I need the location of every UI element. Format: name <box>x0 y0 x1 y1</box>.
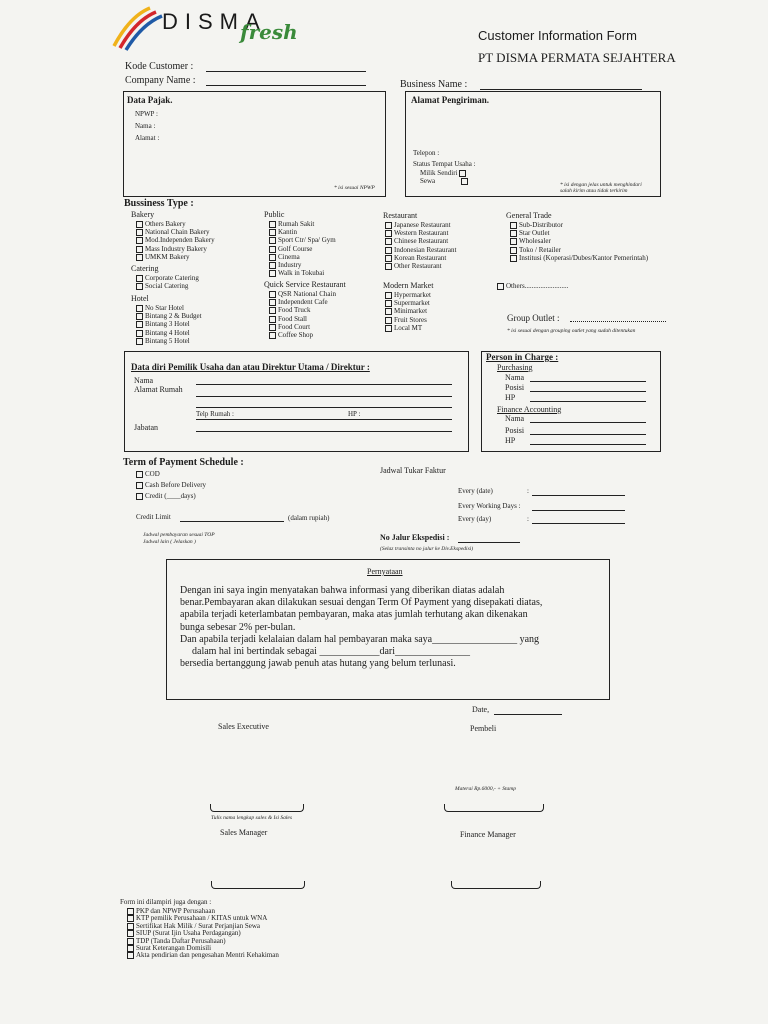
checkbox-option[interactable] <box>269 269 336 277</box>
cod-label: COD <box>145 470 160 478</box>
option-label: Hypermarket <box>394 291 431 299</box>
checkbox[interactable] <box>127 952 134 959</box>
qsr-heading: Quick Service Restaurant <box>264 280 346 289</box>
option-label: Industry <box>278 261 302 270</box>
checkbox-option[interactable] <box>385 324 431 332</box>
option-label: Mass Industry Bakery <box>145 244 207 253</box>
option-label: KTP pemilik Perusahaan / KITAS untuk WNA <box>136 914 268 923</box>
checkbox[interactable] <box>127 930 134 937</box>
credit-limit-field[interactable] <box>180 521 284 522</box>
option-label: Food Court <box>278 322 311 331</box>
group-outlet-label: Group Outlet : <box>507 313 560 323</box>
option-label: Corporate Catering <box>145 274 199 282</box>
option-label: Other Restaurant <box>394 262 442 271</box>
checkbox-option[interactable] <box>269 253 336 261</box>
checkbox-option[interactable] <box>385 262 456 270</box>
checkbox[interactable] <box>136 254 143 261</box>
owner-jabatan-label: Jabatan <box>134 423 158 432</box>
option-label: Akta pendirian dan pengesahan Mentri Kehakiman <box>136 951 279 960</box>
ekspedisi-field[interactable] <box>458 542 520 543</box>
checkbox[interactable] <box>127 938 134 945</box>
date-field[interactable] <box>494 714 562 715</box>
finance-hp-label: HP <box>505 436 516 445</box>
checkbox-option[interactable] <box>269 315 336 323</box>
owner-telp-label: Telp Rumah : <box>196 410 235 418</box>
checkbox[interactable] <box>127 908 134 915</box>
checkbox-option[interactable] <box>510 237 648 245</box>
checkbox-option[interactable] <box>510 229 648 237</box>
checkbox[interactable] <box>385 255 392 262</box>
general-trade-list <box>510 221 648 262</box>
pernyataan-line: apabila terjadi keterlambatan pembayaran, maka atas jumlah terhutang akan dikenakan <box>180 609 528 621</box>
cod-option[interactable] <box>136 470 160 478</box>
purchasing-posisi-label: Posisi <box>505 383 525 392</box>
option-label: PKP dan NPWP Perusahaan <box>136 907 216 916</box>
checkbox[interactable] <box>127 945 134 952</box>
every-working-label: Every Working Days : <box>458 502 521 510</box>
kode-customer-field[interactable] <box>206 71 366 72</box>
restaurant-list <box>385 221 456 270</box>
tulis-nama-note: Tulis nama lengkap sales & Isi Sales <box>211 815 292 821</box>
modern-market-heading: Modern Market <box>383 281 434 290</box>
kode-customer-label: Kode Customer : <box>125 61 194 72</box>
pajak-note: * isi sesuai NPWP <box>334 185 375 191</box>
payment-title: Term of Payment Schedule : <box>123 457 244 468</box>
checkbox[interactable] <box>136 321 143 328</box>
attachments-title: Form ini dilampiri juga dengan : <box>120 898 212 906</box>
owner-jabatan-field[interactable] <box>196 431 452 432</box>
catering-list <box>136 274 199 290</box>
owner-hp-label: HP : <box>348 410 361 418</box>
every-working-field[interactable] <box>532 510 625 511</box>
checkbox[interactable] <box>510 247 517 254</box>
status-usaha-label: Status Tempat Usaha : <box>413 160 476 168</box>
pembeli-signature[interactable] <box>444 804 544 812</box>
checkbox-option[interactable] <box>510 246 648 254</box>
option-label: Wholesaler <box>519 237 551 246</box>
checkbox-option[interactable] <box>136 329 202 337</box>
checkbox-option[interactable] <box>269 220 336 228</box>
checkbox[interactable] <box>510 255 517 262</box>
checkbox[interactable] <box>510 222 517 229</box>
checkbox-option[interactable] <box>510 221 648 229</box>
cbd-label: Cash Before Delivery <box>145 481 207 489</box>
checkbox-option[interactable] <box>136 312 202 320</box>
every-day-label: Every (day) <box>458 515 492 523</box>
pernyataan-line: bunga sebesar 2% per-bulan. <box>180 621 296 633</box>
option-label: Institusi (Koperasi/Dubes/Kantor Pemerintah) <box>519 253 649 262</box>
checkbox-option[interactable] <box>385 316 431 324</box>
checkbox[interactable] <box>269 229 276 236</box>
payment-notes <box>143 532 215 546</box>
checkbox-option[interactable] <box>510 254 648 262</box>
option-label: Sertifikat Hak Milik / Surat Perjanjian Sewa <box>136 921 261 930</box>
public-heading: Public <box>264 210 285 219</box>
checkbox[interactable] <box>385 222 392 229</box>
every-date-field[interactable] <box>532 495 625 496</box>
owner-nama-field[interactable] <box>196 384 452 385</box>
credit-label: Credit (____days) <box>145 492 196 500</box>
checkbox-option[interactable] <box>136 245 215 253</box>
option-label: Sub-Distributor <box>519 221 563 229</box>
checkbox-option[interactable] <box>385 246 456 254</box>
checkbox-option[interactable] <box>136 282 199 290</box>
owner-telp-field[interactable] <box>196 419 452 420</box>
option-label: Social Catering <box>145 282 189 291</box>
option-label: Others Bakery <box>145 220 186 228</box>
logo-disma-text: DISMA <box>162 9 267 34</box>
checkbox[interactable] <box>136 338 143 345</box>
hotel-heading: Hotel <box>131 294 149 303</box>
pernyataan-text <box>180 585 542 670</box>
checkbox-option[interactable] <box>269 306 336 314</box>
sales-exec-signature[interactable] <box>210 804 304 812</box>
checkbox[interactable] <box>269 246 276 253</box>
checkbox-option[interactable] <box>385 307 431 315</box>
form-title: Customer Information Form <box>478 28 637 43</box>
every-date-colon: : <box>527 487 529 495</box>
option-label: Bintang 2 & Budget <box>145 312 202 321</box>
checkbox[interactable] <box>136 305 143 312</box>
option-label: Food Truck <box>278 306 311 315</box>
date-label: Date, <box>472 705 490 714</box>
checkbox-option[interactable] <box>136 228 215 236</box>
pengiriman-note-1: * isi dengan jelas untuk menghindari <box>560 182 642 188</box>
checkbox[interactable] <box>136 221 143 228</box>
sewa-label: Sewa <box>420 177 436 185</box>
owner-alamat-label: Alamat Rumah <box>134 385 183 394</box>
checkbox-option[interactable] <box>385 254 456 262</box>
checkbox[interactable] <box>385 238 392 245</box>
pajak-alamat-label: Alamat : <box>135 134 160 142</box>
bakery-list <box>136 220 215 261</box>
checkbox[interactable] <box>385 317 392 324</box>
checkbox[interactable] <box>269 291 276 298</box>
bakery-heading: Bakery <box>131 210 155 219</box>
credit-option[interactable] <box>136 492 196 500</box>
checkbox[interactable] <box>269 316 276 323</box>
others-option[interactable] <box>497 282 568 290</box>
checkbox-option[interactable] <box>385 229 456 237</box>
sales-manager-label: Sales Manager <box>220 828 268 837</box>
checkbox-option[interactable] <box>136 337 202 345</box>
credit-checkbox[interactable] <box>136 493 143 500</box>
checkbox[interactable] <box>269 221 276 228</box>
checkbox[interactable] <box>510 230 517 237</box>
option-label: Chinese Restaurant <box>394 237 449 246</box>
checkbox[interactable] <box>136 313 143 320</box>
cbd-option[interactable] <box>136 481 206 489</box>
company-name-field[interactable] <box>206 85 366 86</box>
option-label: Rumah Sakit <box>278 220 315 228</box>
option-label: Japanese Restaurant <box>394 221 451 229</box>
telepon-label: Telepon : <box>413 149 440 157</box>
checkbox[interactable] <box>510 238 517 245</box>
option-label: Toko / Retailer <box>519 245 561 254</box>
checkbox-option[interactable] <box>269 290 336 298</box>
company-name-label: Company Name : <box>125 75 196 86</box>
checkbox-option[interactable] <box>136 320 202 328</box>
option-label: Surat Keterangan Domisili <box>136 944 212 953</box>
option-label: Bintang 3 Hotel <box>145 320 190 329</box>
finance-nama-field[interactable] <box>530 422 646 423</box>
checkbox[interactable] <box>127 915 134 922</box>
finance-posisi-field[interactable] <box>530 434 646 435</box>
general-trade-heading: General Trade <box>506 211 552 220</box>
sewa-option[interactable] <box>420 177 470 185</box>
purchasing-hp-field[interactable] <box>530 401 646 402</box>
purchasing-nama-label: Nama <box>505 373 525 382</box>
option-label: Independent Cafe <box>278 298 328 307</box>
sales-manager-signature[interactable] <box>211 881 305 889</box>
milik-sendiri-label: Milik Sendiri <box>420 169 458 177</box>
option-label: Walk in Tokubai <box>278 269 325 278</box>
pernyataan-line: Dengan ini saya ingin menyatakan bahwa informasi yang diberikan diatas adalah <box>180 585 505 596</box>
finance-manager-label: Finance Manager <box>460 830 516 839</box>
purchasing-heading: Purchasing <box>497 363 533 372</box>
option-label: Coffee Shop <box>278 331 314 340</box>
milik-sendiri-option[interactable] <box>420 169 468 177</box>
option-label: Western Restaurant <box>394 229 449 238</box>
checkbox[interactable] <box>269 254 276 261</box>
checkbox[interactable] <box>385 247 392 254</box>
checkbox-option[interactable] <box>269 228 336 236</box>
data-pajak-title: Data Pajak. <box>127 95 173 105</box>
finance-nama-label: Nama <box>505 414 525 423</box>
checkbox[interactable] <box>269 332 276 339</box>
option-label: Star Outlet <box>519 229 550 238</box>
checkbox-option[interactable] <box>127 952 279 959</box>
finance-hp-field[interactable] <box>530 444 646 445</box>
every-day-colon: : <box>527 515 529 523</box>
checkbox[interactable] <box>269 237 276 244</box>
others-checkbox[interactable] <box>497 283 504 290</box>
finance-manager-signature[interactable] <box>451 881 541 889</box>
pernyataan-line: benar.Pembayaran akan dilakukan sesuai dengan Term Of Payment yang disepakati diatas, <box>180 597 543 609</box>
checkbox[interactable] <box>136 246 143 253</box>
logo-swoosh-icon <box>110 6 170 52</box>
pernyataan-title: Pernyataan <box>367 567 403 576</box>
owner-alamat-field[interactable] <box>196 396 452 397</box>
cbd-checkbox[interactable] <box>136 482 143 489</box>
checkbox[interactable] <box>136 283 143 290</box>
public-list <box>269 220 336 277</box>
option-label: Bintang 5 Hotel <box>145 336 190 345</box>
option-label: Cinema <box>278 252 300 261</box>
option-label: Bintang 4 Hotel <box>145 328 190 337</box>
checkbox-option[interactable] <box>136 274 199 282</box>
checkbox-option[interactable] <box>385 221 456 229</box>
business-type-title: Bussiness Type : <box>124 198 194 209</box>
option-label: Korean Restaurant <box>394 253 447 262</box>
owner-data-title: Data diri Pemilik Usaha dan atau Direktur Utama / Direktur : <box>131 362 370 372</box>
checkbox-option[interactable] <box>385 237 456 245</box>
checkbox[interactable] <box>269 270 276 277</box>
others-label: Others......................... <box>506 282 569 290</box>
option-label: Mod.Independen Bakery <box>145 236 215 245</box>
payment-note-1: Jadwal pembayaran sesuai TOP <box>143 532 215 538</box>
option-label: Local MT <box>394 323 423 332</box>
checkbox-option[interactable] <box>136 253 215 261</box>
cod-checkbox[interactable] <box>136 471 143 478</box>
materai-note: Materai Rp.6000,- + Stamp <box>455 786 516 792</box>
checkbox-option[interactable] <box>269 298 336 306</box>
checkbox-option[interactable] <box>136 304 202 312</box>
option-label: Golf Course <box>278 244 313 253</box>
attachments-list <box>127 908 279 960</box>
catering-heading: Catering <box>131 264 159 273</box>
option-label: Food Stall <box>278 314 307 323</box>
dalam-rupiah-label: (dalam rupiah) <box>288 514 330 522</box>
group-outlet-field[interactable] <box>570 321 666 322</box>
pengiriman-note <box>560 182 642 194</box>
option-label: Supermarket <box>394 299 430 308</box>
milik-sendiri-checkbox[interactable] <box>459 170 466 177</box>
ekspedisi-note: (Selaz transinta no jalur ke Div.Ekspedisi) <box>380 546 474 552</box>
option-label: Sport Ctr/ Spa/ Gym <box>278 236 336 245</box>
ekspedisi-label: No Jalur Ekspedisi : <box>380 533 450 542</box>
option-label: No Star Hotel <box>145 304 184 312</box>
business-name-field[interactable] <box>480 89 642 90</box>
option-label: Kantin <box>278 228 298 237</box>
checkbox-option[interactable] <box>269 331 336 339</box>
option-label: Minimarket <box>394 307 428 316</box>
every-date-label: Every (date) <box>458 487 493 495</box>
hotel-list <box>136 304 202 345</box>
purchasing-posisi-field[interactable] <box>530 391 646 392</box>
finance-posisi-label: Posisi <box>505 426 525 435</box>
modern-market-list <box>385 291 431 332</box>
restaurant-heading: Restaurant <box>383 211 418 220</box>
checkbox[interactable] <box>385 292 392 299</box>
checkbox[interactable] <box>385 263 392 270</box>
pembeli-label: Pembeli <box>470 724 497 733</box>
checkbox-option[interactable] <box>269 236 336 244</box>
checkbox[interactable] <box>136 237 143 244</box>
checkbox-option[interactable] <box>385 299 431 307</box>
checkbox[interactable] <box>136 229 143 236</box>
option-label: Indonesian Restaurant <box>394 245 457 254</box>
checkbox[interactable] <box>269 299 276 306</box>
pernyataan-line: Dan apabila terjadi kelalaian dalam hal pembayaran maka saya_________________ yang <box>180 633 540 645</box>
pernyataan-line: dalam hal ini bertindak sebagai ____________dari_______________ <box>192 646 471 658</box>
business-name-label: Business Name : <box>400 79 468 90</box>
checkbox[interactable] <box>385 308 392 315</box>
option-label: TDP (Tanda Daftar Perusahaan) <box>136 936 226 945</box>
qsr-list <box>269 290 336 339</box>
sewa-checkbox[interactable] <box>461 178 468 185</box>
option-label: SIUP (Surat Ijin Usaha Perdagangan) <box>136 929 241 938</box>
checkbox[interactable] <box>269 324 276 331</box>
pernyataan-line: bersedia bertanggung jawab penuh atas hutang yang belum terlunasi. <box>180 658 456 670</box>
checkbox[interactable] <box>269 262 276 269</box>
checkbox[interactable] <box>385 325 392 332</box>
finance-heading: Finance Accounting <box>497 405 562 414</box>
option-label: Fruit Stores <box>394 315 427 324</box>
credit-limit-label: Credit Limit <box>136 513 171 521</box>
checkbox[interactable] <box>385 230 392 237</box>
every-day-field[interactable] <box>532 523 625 524</box>
checkbox[interactable] <box>127 923 134 930</box>
data-pajak-box <box>123 91 386 197</box>
pajak-nama-label: Nama : <box>135 122 156 130</box>
option-label: QSR National Chain <box>278 290 336 298</box>
logo-fresh-text: fresh <box>240 20 298 44</box>
checkbox-option[interactable] <box>269 261 336 269</box>
checkbox-option[interactable] <box>136 236 215 244</box>
option-label: National Chain Bakery <box>145 228 210 237</box>
owner-nama-label: Nama <box>134 376 154 385</box>
faktur-title: Jadwal Tukar Faktur <box>380 466 446 475</box>
checkbox[interactable] <box>136 330 143 337</box>
checkbox-option[interactable] <box>269 323 336 331</box>
pic-title: Person in Charge : <box>486 352 559 362</box>
npwp-label: NPWP : <box>135 110 158 118</box>
group-outlet-note: * isi sesuai dengan grouping outlet yang sudah ditentukan <box>507 328 636 334</box>
checkbox[interactable] <box>136 275 143 282</box>
owner-alamat-field-2[interactable] <box>196 407 452 408</box>
pengiriman-note-2: salah kirim atau tidak terkirim <box>560 188 628 194</box>
checkbox[interactable] <box>385 300 392 307</box>
checkbox[interactable] <box>269 307 276 314</box>
checkbox-option[interactable] <box>385 291 431 299</box>
sales-executive-label: Sales Executive <box>218 722 269 731</box>
option-label: UMKM Bakery <box>145 252 190 261</box>
checkbox-option[interactable] <box>269 245 336 253</box>
company-name-header: PT DISMA PERMATA SEJAHTERA <box>478 50 676 65</box>
alamat-pengiriman-title: Alamat Pengiriman. <box>411 95 489 105</box>
payment-note-2: Jadwal lain ( Jelaskan ) <box>143 539 196 545</box>
purchasing-hp-label: HP <box>505 393 516 402</box>
disma-logo <box>110 6 300 54</box>
checkbox-option[interactable] <box>136 220 215 228</box>
purchasing-nama-field[interactable] <box>530 381 646 382</box>
